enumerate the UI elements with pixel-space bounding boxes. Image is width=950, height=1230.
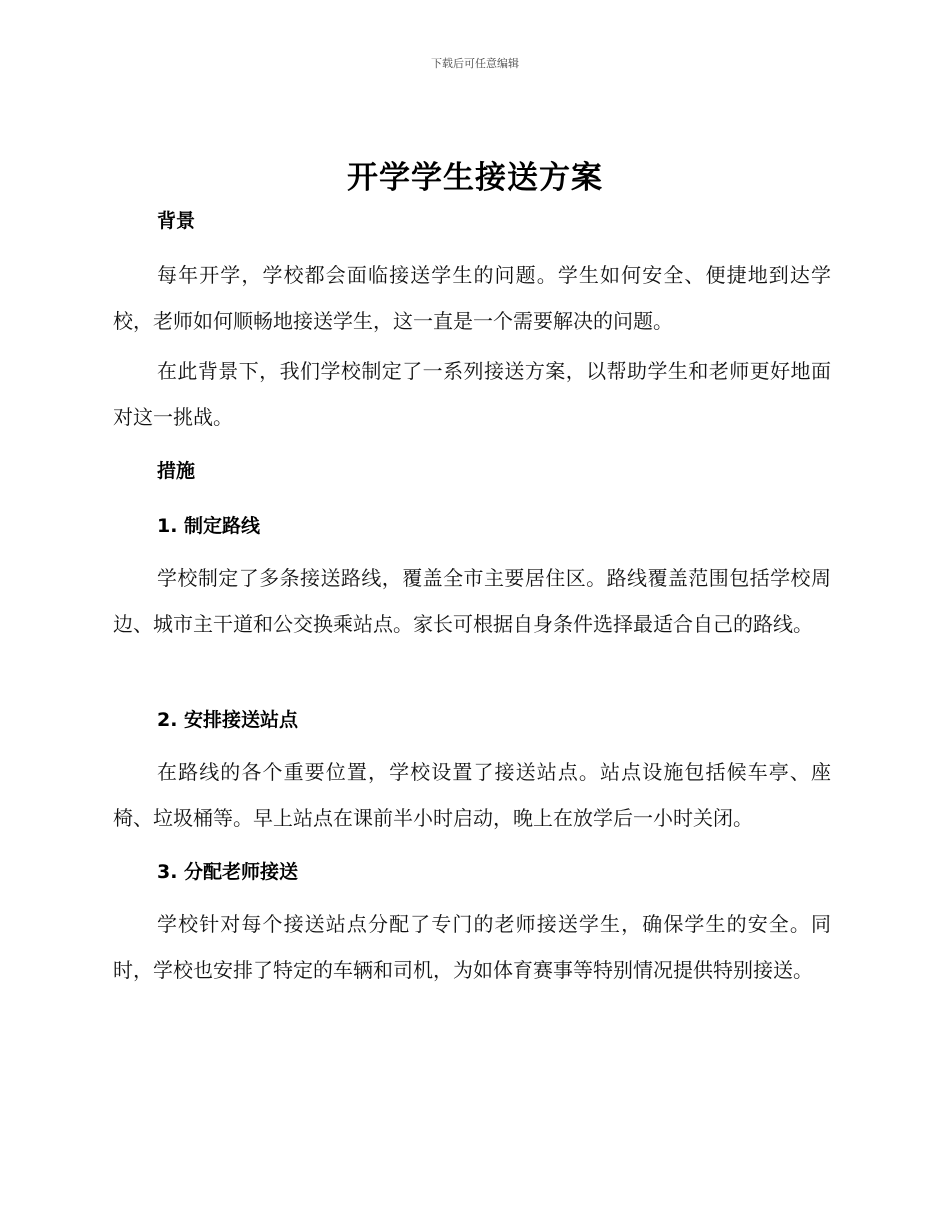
document-title: 开学学生接送方案 bbox=[347, 160, 603, 196]
measure-paragraph-1: 学校制定了多条接送路线，覆盖全市主要居住区。路线覆盖范围包括学校周边、城市主干道和公交换乘站点。家长可根据自身条件选择最适合自己的路线。 bbox=[113, 566, 831, 636]
measure-paragraph-2: 在路线的各个重要位置，学校设置了接送站点。站点设施包括候车亭、座椅、垃圾桶等。早上站点在课前半小时启动，晚上在放学后一小时关闭。 bbox=[113, 760, 831, 830]
background-paragraph-1: 每年开学，学校都会面临接送学生的问题。学生如何安全、便捷地到达学校，老师如何顺畅地接送学生，这一直是一个需要解决的问题。 bbox=[113, 263, 831, 333]
section-heading-measures: 措施 bbox=[157, 460, 196, 482]
measure-heading-1: 1. 制定路线 bbox=[157, 515, 261, 537]
measure-heading-2: 2. 安排接送站点 bbox=[157, 709, 299, 731]
background-paragraph-2: 在此背景下，我们学校制定了一系列接送方案，以帮助学生和老师更好地面对这一挑战。 bbox=[113, 359, 831, 429]
measure-paragraph-3: 学校针对每个接送站点分配了专门的老师接送学生，确保学生的安全。同时，学校也安排了特定的车辆和司机，为如体育赛事等特别情况提供特别接送。 bbox=[113, 912, 831, 982]
header-note: 下载后可任意编辑 bbox=[431, 57, 519, 70]
measure-heading-3: 3. 分配老师接送 bbox=[157, 861, 299, 883]
section-heading-background: 背景 bbox=[157, 210, 196, 232]
